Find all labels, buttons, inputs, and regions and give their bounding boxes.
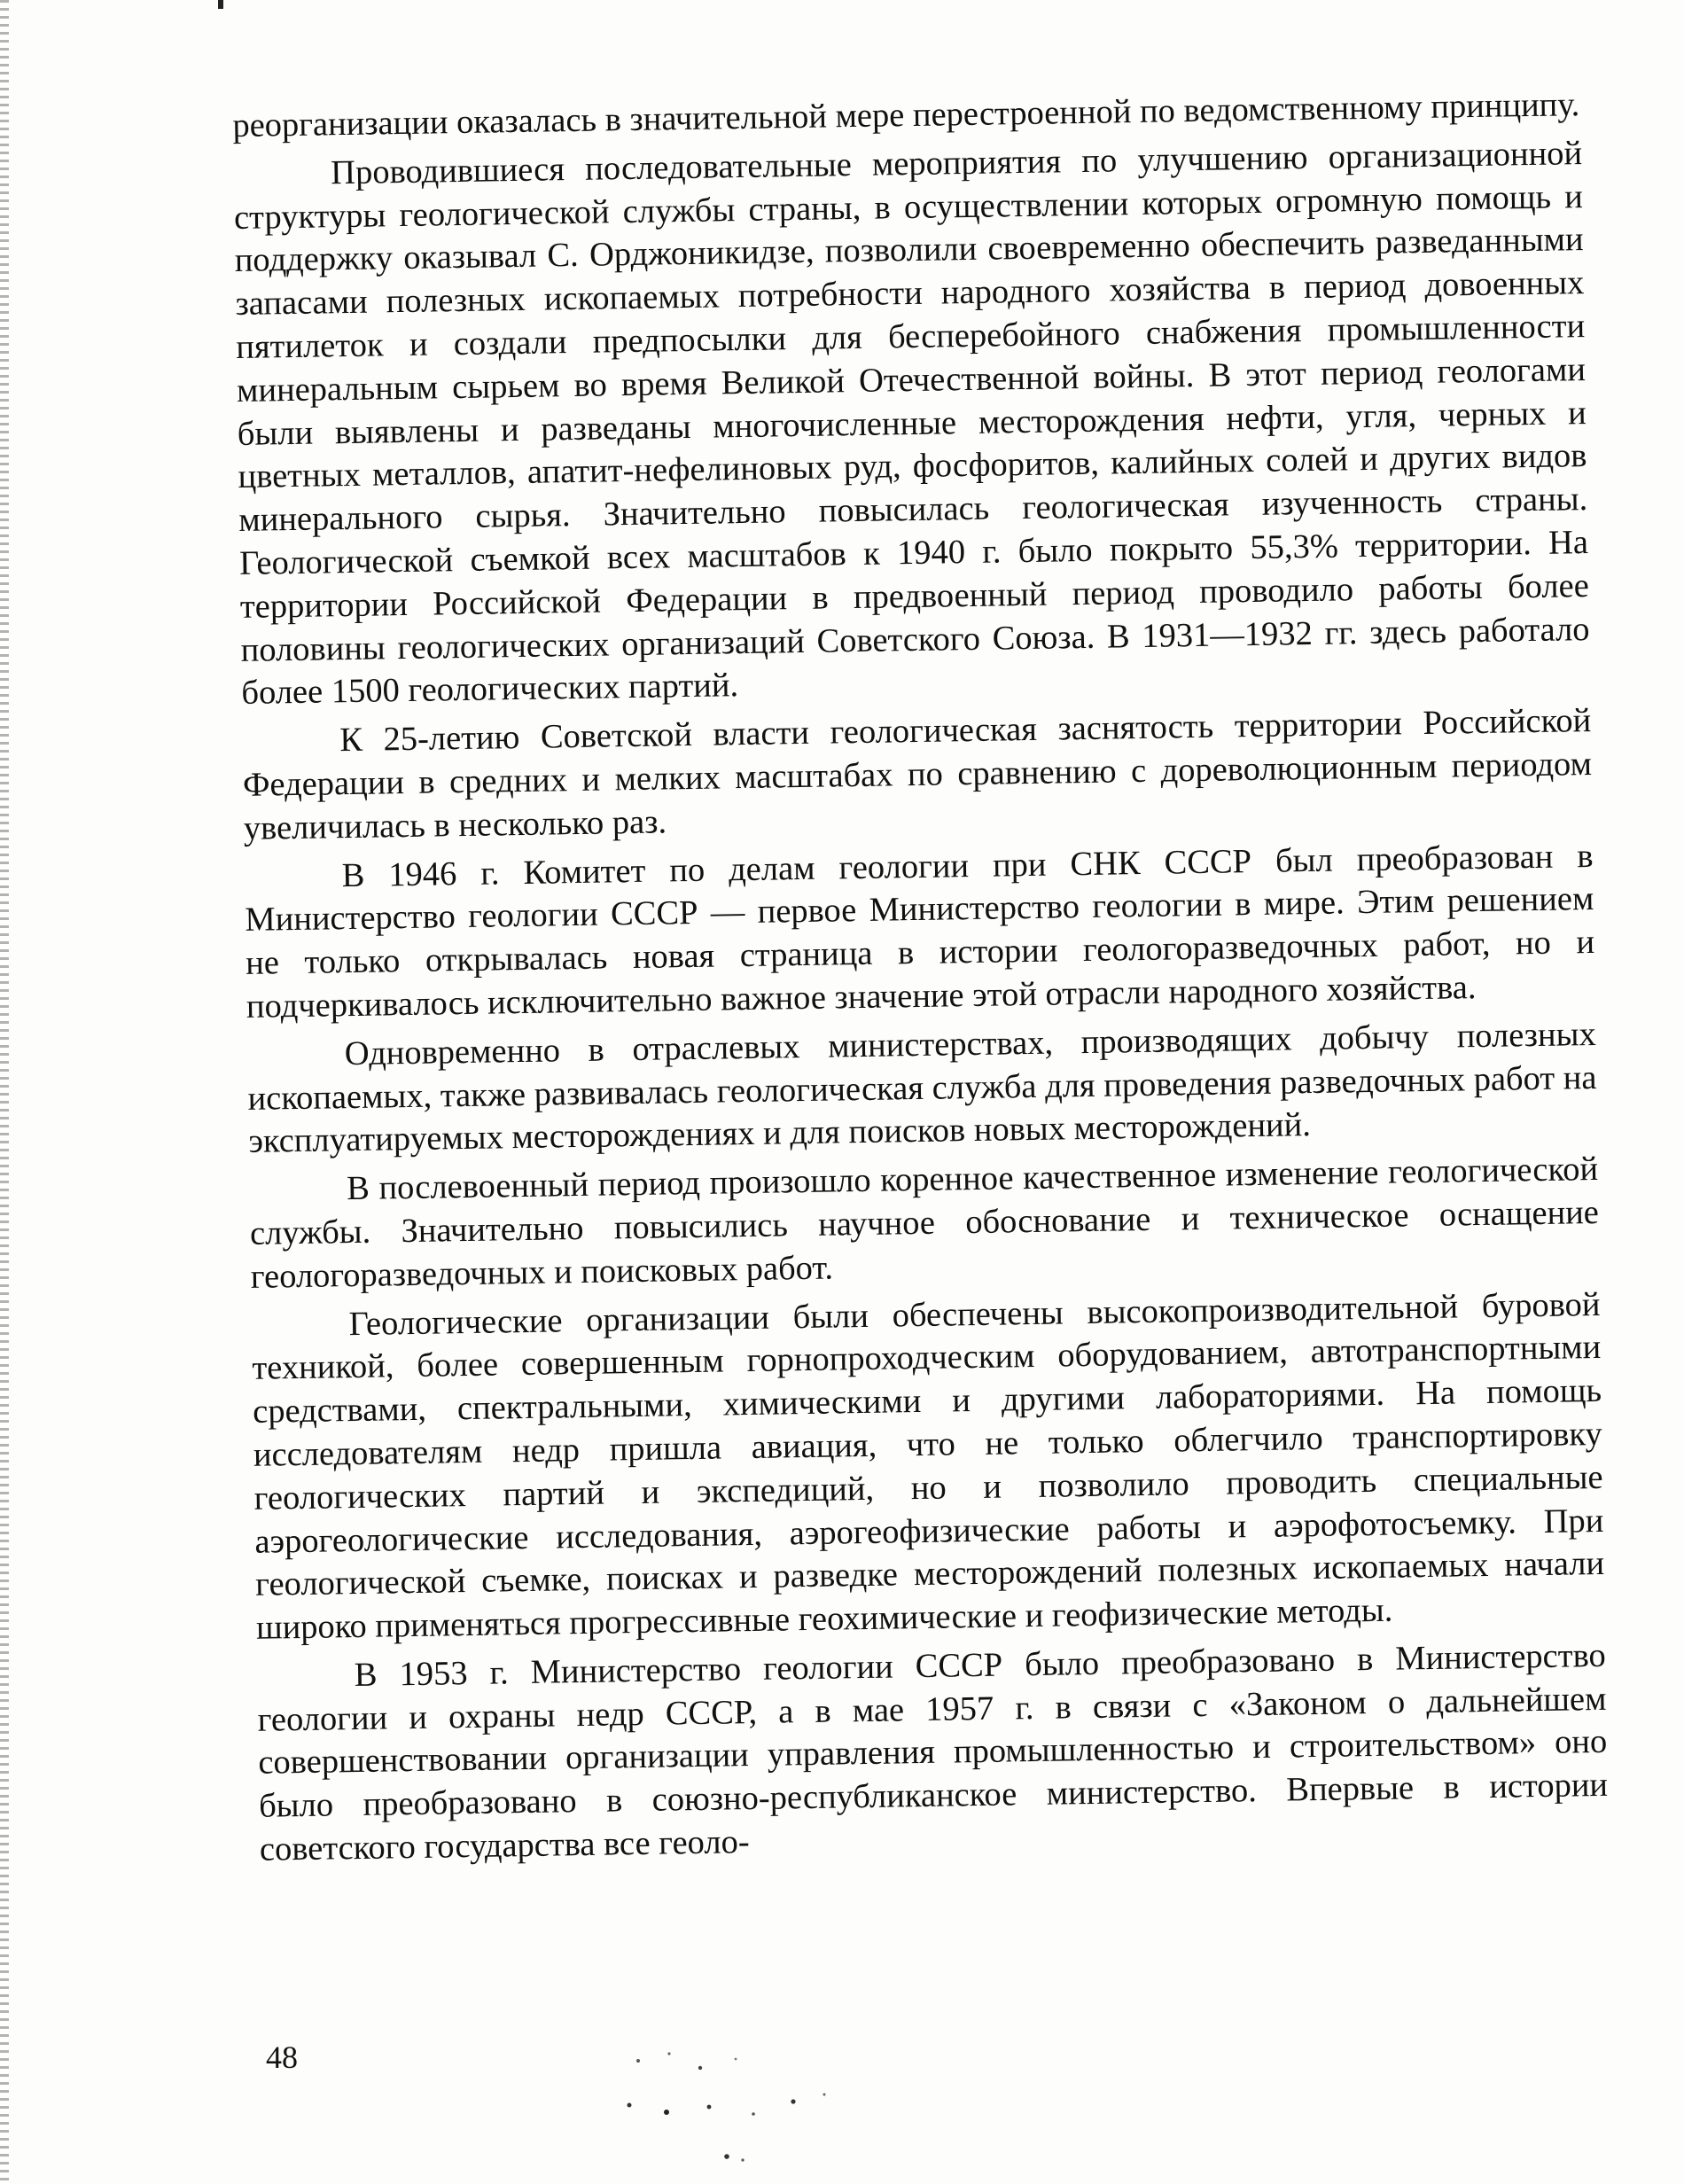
- scan-mark: [218, 0, 223, 9]
- page-number: 48: [266, 2040, 298, 2075]
- speck: [636, 2059, 640, 2063]
- scan-edge: [0, 0, 9, 2184]
- paragraph: В послевоенный период произошло коренное качественное изменение геологической службы. Значительно повысились научное обоснование и техническое оснащение геологоразведочных и поисковых работ.: [249, 1150, 1600, 1296]
- paragraph: Геологические организации были обеспечены высокопроизводительной буровой техникой, более совершенным горнопроходческим оборудованием, автотранспортными средствами, спектральными, химическими и другими лабораториями. На помощь исследователям недр пришла авиация, что не только облегчило транспортировку геологических партий и экспедиций, но и позволило проводить специальные аэрогеологические исследования, аэрогеофизические работы и аэрофотосъемку. При геологической съемке, поисках и разведке месторождений полезных ископаемых начали широко применяться прогрессивные геохимические и геофизические методы.: [252, 1285, 1605, 1647]
- paragraph: В 1946 г. Комитет по делам геологии при СНК СССР был преобразован в Министерство геологии СССР — первое Министерство геологии в мире. Этим решением не только открывалась новая страница в истории геологоразведочных работ, но и подчеркивалось исключительно важное значение этой отрасли народного хозяйства.: [245, 837, 1595, 1026]
- speck: [823, 2094, 826, 2096]
- speck: [667, 2052, 670, 2055]
- speck: [664, 2110, 669, 2115]
- speck: [791, 2099, 795, 2103]
- speck: [724, 2154, 729, 2159]
- speck: [698, 2066, 702, 2070]
- scan-specks: [603, 2043, 895, 2176]
- paragraph: Проводившиеся последовательные мероприятия по улучшению организационной структуры геологической службы страны, в осуществлении которых огромную помощь и поддержку оказывал С. Орджоникидзе, позволили своевременно обеспечить разведанными запасами полезных ископаемых потребности народного хозяйства в период довоенных пятилеток и создали предпосылки для бесперебойного снабжения промышленности минеральным сырьем во время Великой Отечественной войны. В этот период геологами были выявлены и разведаны многочисленные месторождения нефти, угля, черных и цветных металлов, апатит-нефелиновых руд, фосфоритов, калийных солей и других видов минерального сырья. Значительно повысилась геологическая изученность страны. Геологической съемкой всех масштабов к 1940 г. было покрыто 55,3% территории. На территории Российской Федерации в предвоенный период проводило работы более половины геологических организаций Советского Союза. В 1931—1932 гг. здесь работало более 1500 геологических партий.: [233, 134, 1590, 713]
- paragraph: Одновременно в отраслевых министерствах, производящих добычу полезных ископаемых, также развивалась геологическая служба для проведения разведочных работ на эксплуатируемых месторождениях и для поисков новых месторождений.: [247, 1015, 1597, 1161]
- speck: [752, 2112, 755, 2116]
- speck: [741, 2158, 744, 2161]
- speck: [707, 2105, 712, 2110]
- text-body: [232, 83, 1609, 1877]
- speck: [628, 2103, 632, 2108]
- paragraph: реорганизации оказалась в значительной мере перестроенной по ведомственному принципу.: [232, 86, 1580, 144]
- paragraph: К 25-летию Советской власти геологическая заснятость территории Российской Федерации в средних и мелких масштабах по сравнению с дореволюционным периодом увеличилась в несколько раз.: [242, 702, 1593, 847]
- paragraph: В 1953 г. Министерство геологии СССР было преобразовано в Министерство геологии и охраны недр СССР, а в мае 1957 г. в связи с «Законом о дальнейшем совершенствовании организации управления промышленностью и строительством» оно было преобразовано в союзно-республиканское министерство. Впервые в истории советского государства все геоло-: [257, 1636, 1609, 1868]
- speck: [735, 2058, 737, 2061]
